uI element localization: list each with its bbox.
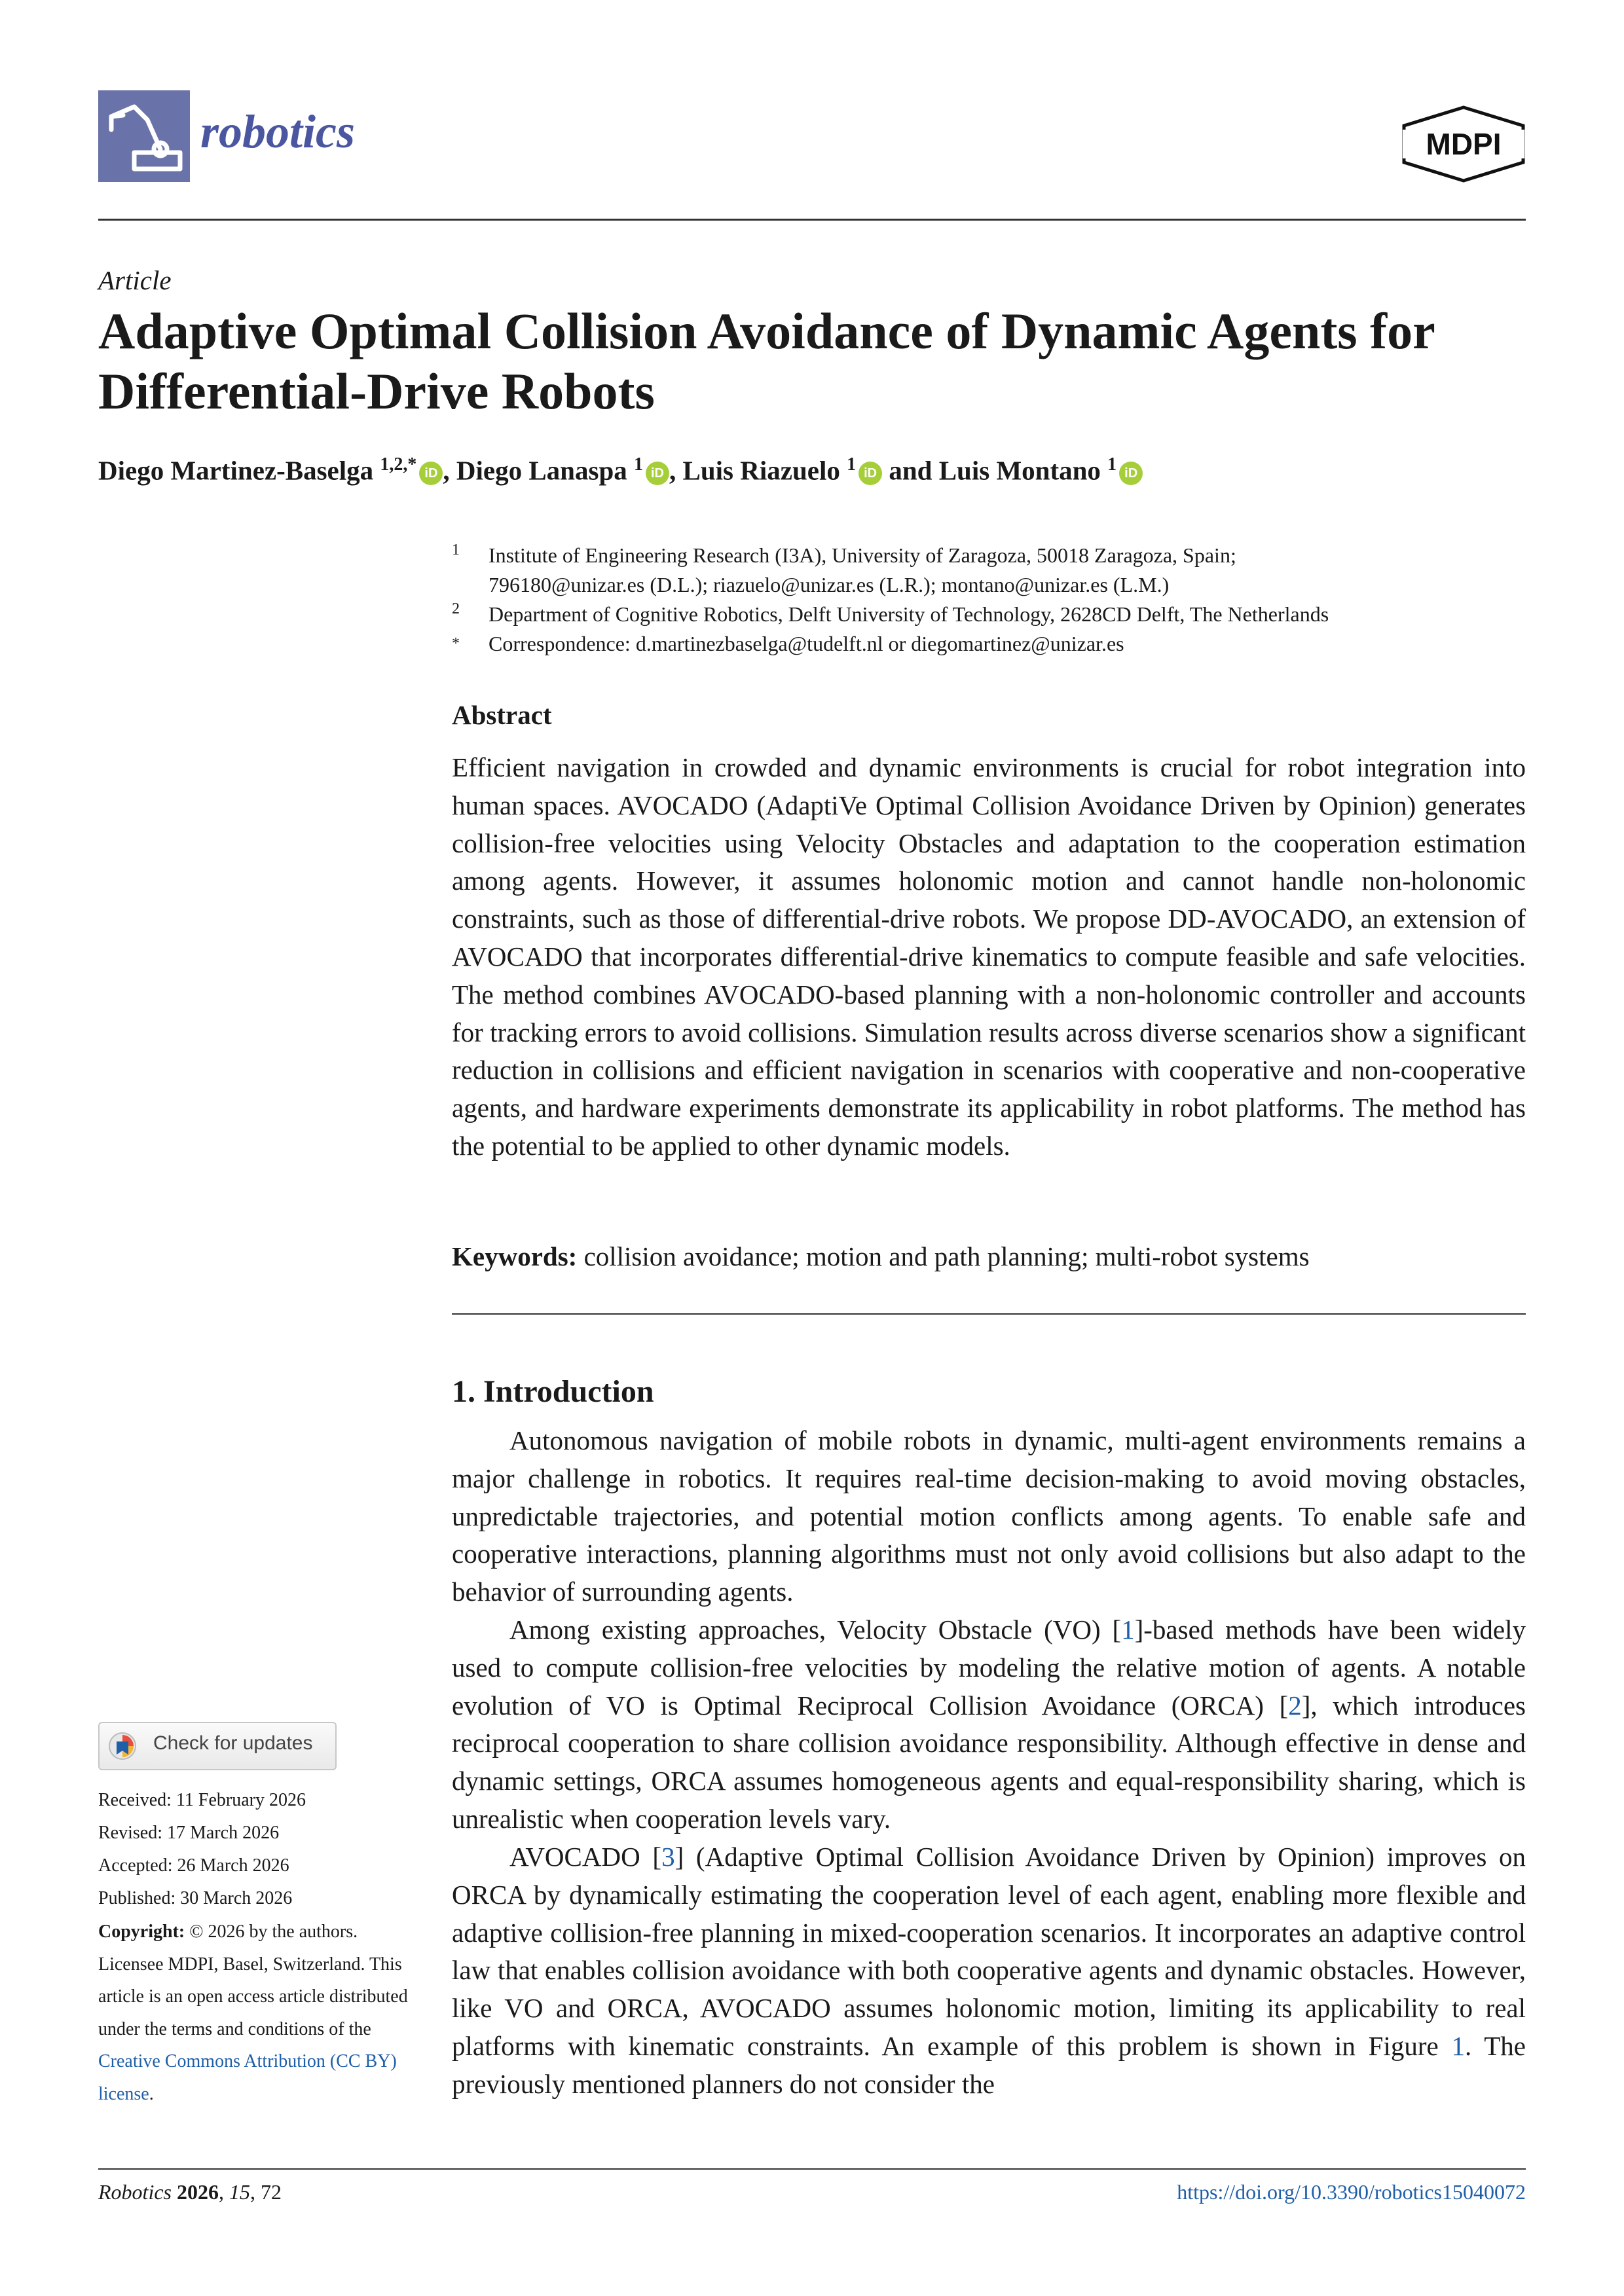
paragraph-text: ] (Adaptive Optimal Collision Avoidance Driven by Opinion) improves on ORCA by dynamically estimating the cooperation level of each agent, enabling more flexible and adaptive collision-free planning in mixed-cooperation scenarios. It incorporates an adaptive control law that enables collision avoidance with both cooperative agents and dynamic obstacles. However, like VO and ORCA, AVOCADO assumes holonomic motion, limiting its applicability to real platforms with kinematic constraints. An example of this problem is shown in Figure xyxy=(452,1842,1526,2061)
journal-name: robotics xyxy=(200,105,356,158)
citation-link[interactable]: 3 xyxy=(661,1842,675,1872)
footer-citation xyxy=(98,2180,282,2204)
section-heading-introduction: 1. Introduction xyxy=(452,1374,654,1409)
affiliation-text: Department of Cognitive Robotics, Delft University of Technology, 2628CD Delft, The Netherlands xyxy=(489,602,1329,626)
paragraph-text: ]-based methods have been widely used to compute collision-free velocities by modeling the relative motion of agents. A notable evolution of VO is Optimal Reciprocal Collision Avoidance (ORCA) [ xyxy=(452,1614,1526,1721)
check-updates-label: Check for updates xyxy=(153,1732,313,1754)
paragraph-text: . The previously mentioned planners do not consider the xyxy=(452,2030,1526,2099)
footer-volume: 15 xyxy=(229,2180,250,2204)
check-for-updates-button[interactable] xyxy=(98,1722,337,1770)
footer-separator: , xyxy=(218,2180,229,2204)
author-affiliation-marks: 1 xyxy=(634,454,643,475)
article-title: Adaptive Optimal Collision Avoidance of Dynamic Agents for Differential-Drive Robots xyxy=(98,302,1435,420)
author-name[interactable]: Luis Riazuelo xyxy=(682,455,840,486)
orcid-icon[interactable]: iD xyxy=(419,462,443,485)
author-separator: , xyxy=(669,455,683,486)
license-link[interactable]: Creative Commons Attribution (CC BY) license xyxy=(98,2051,397,2104)
footer-journal: Robotics xyxy=(98,2180,172,2204)
section-divider xyxy=(452,1313,1526,1315)
copyright-notice xyxy=(98,1916,413,2110)
author-list xyxy=(98,448,1539,488)
article-type: Article xyxy=(98,265,172,295)
affiliation-1 xyxy=(452,541,1532,600)
affiliation-emails: 796180@unizar.es (D.L.); riazuelo@unizar.es (L.R.); montano@unizar.es (L.M.) xyxy=(489,573,1170,596)
paragraph-text: ], which introduces reciprocal cooperation to share collision avoidance responsibility. Although effective in dense and dynamic settings, ORCA assumes homogeneous agents and equal-responsibility sharing, which is unrealistic when cooperation levels vary. xyxy=(452,1690,1526,1834)
footer-year: 2026 xyxy=(171,2180,219,2204)
orcid-icon[interactable]: iD xyxy=(858,462,882,485)
citation-link[interactable]: 1 xyxy=(1121,1614,1135,1645)
received-date: Received: 11 February 2026 xyxy=(98,1790,306,1810)
journal-logo xyxy=(98,90,190,182)
author-affiliation-marks: 1 xyxy=(847,454,857,475)
orcid-icon[interactable]: iD xyxy=(1119,462,1143,485)
footer-article-number: , 72 xyxy=(249,2180,282,2204)
affiliation-mark: 2 xyxy=(452,600,460,617)
copyright-end: . xyxy=(149,2083,154,2104)
accepted-date: Accepted: 26 March 2026 xyxy=(98,1855,289,1876)
author-affiliation-marks: 1,2,* xyxy=(380,454,417,475)
check-updates-icon xyxy=(107,1731,138,1761)
correspondence-text: Correspondence: d.martinezbaselga@tudelft.nl or diegomartinez@unizar.es xyxy=(489,632,1124,655)
keywords-text: collision avoidance; motion and path planning; multi-robot systems xyxy=(577,1241,1310,1271)
abstract-heading: Abstract xyxy=(452,700,552,730)
orcid-icon[interactable]: iD xyxy=(646,462,669,485)
citation-link[interactable]: 2 xyxy=(1288,1690,1302,1721)
footer-divider xyxy=(98,2168,1526,2170)
affiliation-text: Institute of Engineering Research (I3A), University of Zaragoza, 50018 Zaragoza, Spain; xyxy=(489,543,1236,567)
author-name[interactable]: Luis Montano xyxy=(938,455,1101,486)
affiliation-mark: 1 xyxy=(452,541,460,558)
intro-paragraph-1: Autonomous navigation of mobile robots in dynamic, multi-agent environments remains a major challenge in robotics. It requires real-time decision-making to avoid moving obstacles, unpredictable trajectories, and potential motion conflicts among agents. To enable safe and cooperative interactions, planning algorithms must not only avoid collisions but also adapt to the behavior of surrounding agents. xyxy=(452,1425,1526,1607)
author-separator: , xyxy=(443,455,456,486)
mdpi-logo-text: MDPI xyxy=(1426,127,1502,161)
keywords xyxy=(452,1237,1526,1275)
copyright-text: © 2026 by the authors. Licensee MDPI, Basel, Switzerland. This article is an open access article distributed under the terms and conditions of the xyxy=(98,1922,408,2039)
author-name[interactable]: Diego Martinez-Baselga xyxy=(98,455,374,486)
intro-paragraph-3 xyxy=(452,1838,1526,2104)
copyright-label: Copyright: xyxy=(98,1922,185,1942)
published-date: Published: 30 March 2026 xyxy=(98,1888,293,1908)
paragraph-text: Among existing approaches, Velocity Obstacle (VO) [ xyxy=(509,1614,1122,1645)
header-divider xyxy=(98,219,1526,221)
doi-link[interactable]: https://doi.org/10.3390/robotics15040072 xyxy=(1177,2180,1526,2204)
correspondence-mark: * xyxy=(452,635,460,652)
abstract-text: Efficient navigation in crowded and dynamic environments is crucial for robot integration into human spaces. AVOCADO (AdaptiVe Optimal Collision Avoidance Driven by Opinion) generates collision-free velocities using Velocity Obstacles and adaptation to the cooperation estimation among agents. However, it assumes holonomic motion and cannot handle non-holonomic constraints, such as those of differential-drive robots. We propose DD-AVOCADO, an extension of AVOCADO that incorporates differential-drive kinematics to compute feasible and safe velocities. The method combines AVOCADO-based planning with a non-holonomic controller and accounts for tracking errors to avoid collisions. Simulation results across diverse scenarios show a significant reduction in collisions and efficient navigation in scenarios with cooperative and non-cooperative agents, and hardware experiments demonstrate its applicability in robot platforms. The method has the potential to be applied to other dynamic models. xyxy=(452,752,1526,1161)
correspondence xyxy=(452,629,1532,659)
mdpi-logo xyxy=(1395,105,1532,183)
revised-date: Revised: 17 March 2026 xyxy=(98,1823,280,1843)
affiliation-2 xyxy=(452,600,1532,629)
paragraph-text: AVOCADO [ xyxy=(509,1842,662,1872)
author-separator: and xyxy=(882,455,939,486)
figure-link[interactable]: 1 xyxy=(1451,2030,1465,2061)
author-name[interactable]: Diego Lanaspa xyxy=(456,455,627,486)
robot-arm-icon xyxy=(98,90,190,182)
intro-paragraph-2 xyxy=(452,1611,1526,1838)
keywords-label: Keywords: xyxy=(452,1241,578,1271)
author-affiliation-marks: 1 xyxy=(1107,454,1117,475)
